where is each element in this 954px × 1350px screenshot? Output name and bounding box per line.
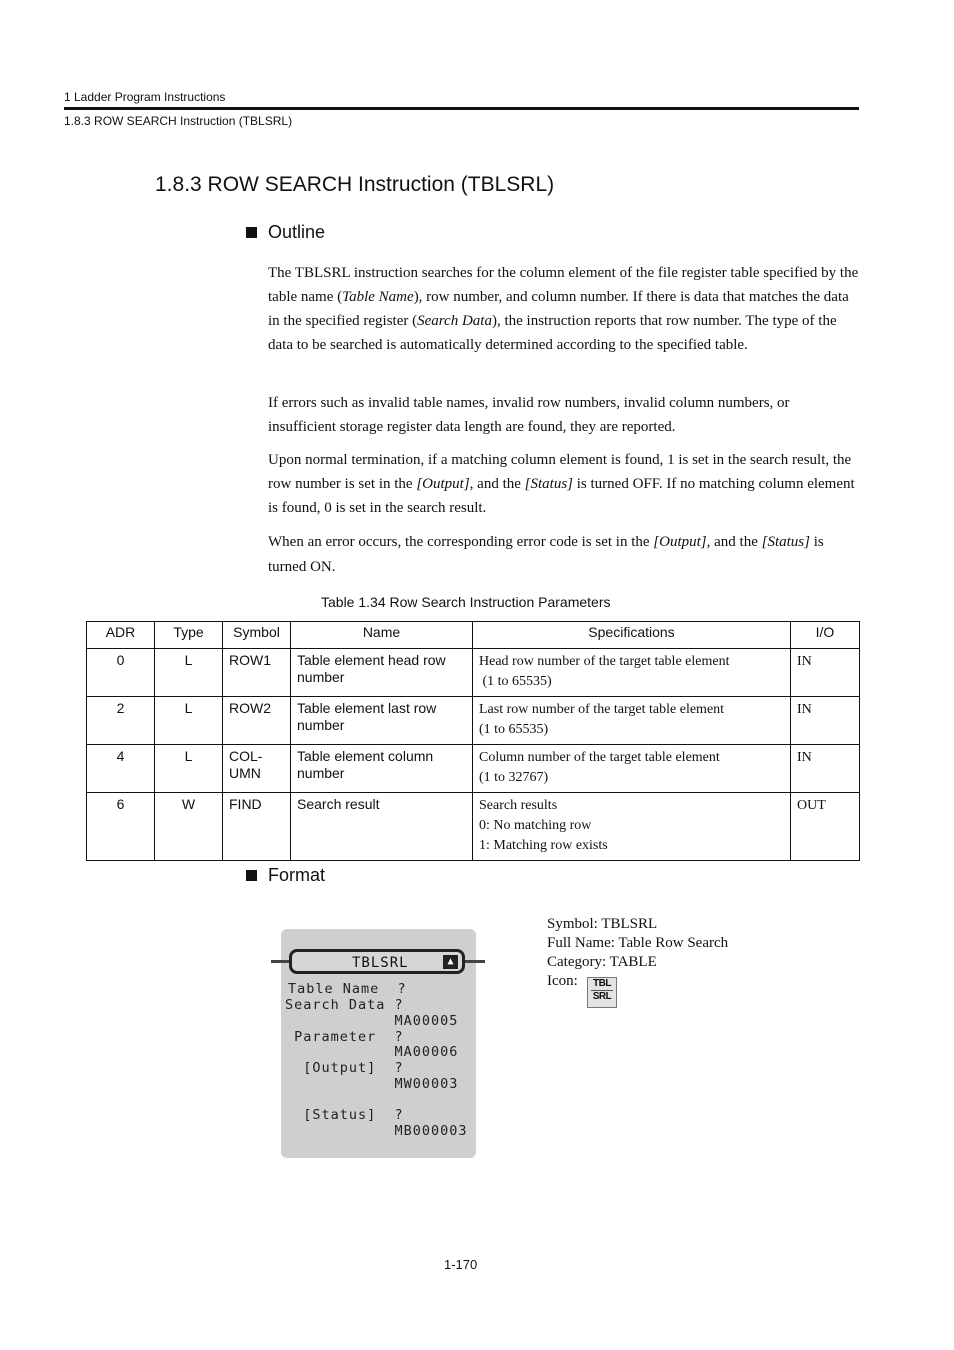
block-line-parameter: Parameter ? (285, 1029, 404, 1045)
block-line-search-data-register: MA00005 (285, 1013, 459, 1029)
cell-type: L (155, 697, 223, 745)
cell-adr: 4 (87, 745, 155, 793)
outline-paragraph-1: The TBLSRL instruction searches for the column element of the file register table specified by the table name (Table Name), row number, and column number. If there is data that matches the data in the specified register (Search Data), the instruction reports that row number. The type of the data to be searched is automatically determined according to the specified table. (268, 265, 859, 353)
cell-name: Table element last row number (291, 697, 473, 745)
cell-type: L (155, 745, 223, 793)
format-icon-label: Icon: (547, 973, 578, 989)
format-full-name: Full Name: Table Row Search (547, 935, 729, 951)
outline-heading-text: Outline (268, 222, 326, 242)
parameters-table (86, 621, 860, 861)
section-title: 1.8.3 ROW SEARCH Instruction (TBLSRL) (155, 173, 555, 196)
cell-symbol: COL- UMN (223, 745, 291, 793)
col-header-adr: ADR (87, 622, 155, 649)
cell-io: IN (791, 649, 860, 697)
format-symbol: Symbol: TBLSRL (547, 916, 658, 932)
cell-spec: Column number of the target table element (1 to 32767) (473, 745, 791, 793)
cell-name: Table element head row number (291, 649, 473, 697)
col-header-name: Name (291, 622, 473, 649)
outline-paragraph-3: Upon normal termination, if a matching column element is found, 1 is set in the search result, the row number is set in the [Output], and the [Status] is turned OFF. If no matching column element is found, 0 is set in the search result. (268, 452, 855, 516)
table-row (87, 649, 860, 697)
cell-symbol: ROW1 (223, 649, 291, 697)
running-header-section: 1.8.3 ROW SEARCH Instruction (TBLSRL) (64, 114, 293, 128)
table-header-row (87, 622, 860, 649)
tblsrl-icon-top: TBL (593, 978, 611, 989)
col-header-io: I/O (791, 622, 860, 649)
format-heading-text: Format (268, 865, 326, 885)
cell-symbol: ROW2 (223, 697, 291, 745)
format-category: Category: TABLE (547, 954, 657, 970)
instruction-block-title-bar (289, 949, 465, 974)
table-search-icon: ▲ (443, 955, 458, 969)
outline-heading (246, 222, 325, 243)
tblsrl-icon-bottom: SRL (592, 991, 612, 1002)
outline-paragraph-2: If errors such as invalid table names, invalid row numbers, invalid column numbers, or insufficient storage register data length are found, they are reported. (268, 395, 790, 435)
format-heading (246, 865, 325, 886)
cell-io: IN (791, 697, 860, 745)
page-number: 1-170 (444, 1257, 478, 1272)
cell-name: Table element column number (291, 745, 473, 793)
cell-adr: 2 (87, 697, 155, 745)
block-line-status: [Status] ? (285, 1107, 404, 1123)
output-connector-line (463, 960, 485, 963)
col-header-specifications: Specifications (473, 622, 791, 649)
block-line-parameter-register: MA00006 (285, 1044, 459, 1060)
running-header-chapter: 1 Ladder Program Instructions (64, 90, 226, 104)
block-line-output-register: MW00003 (285, 1076, 459, 1092)
outline-paragraph-4: When an error occurs, the corresponding error code is set in the [Output], and the [Status] is turned ON. (268, 534, 824, 575)
col-header-symbol: Symbol (223, 622, 291, 649)
instruction-block-title: TBLSRL (352, 955, 409, 971)
cell-adr: 6 (87, 793, 155, 861)
cell-name: Search result (291, 793, 473, 861)
cell-type: W (155, 793, 223, 861)
block-line-output: [Output] ? (285, 1060, 404, 1076)
table-caption: Table 1.34 Row Search Instruction Parameters (321, 594, 611, 610)
cell-spec: Search results 0: No matching row 1: Matching row exists (473, 793, 791, 861)
cell-adr: 0 (87, 649, 155, 697)
square-bullet-icon (246, 870, 257, 881)
cell-spec: Head row number of the target table element (1 to 65535) (473, 649, 791, 697)
tblsrl-icon (587, 977, 617, 1008)
table-row (87, 793, 860, 861)
header-rule (64, 107, 859, 110)
block-line-status-register: MB000003 (285, 1123, 468, 1139)
cell-symbol: FIND (223, 793, 291, 861)
col-header-type: Type (155, 622, 223, 649)
cell-type: L (155, 649, 223, 697)
square-bullet-icon (246, 227, 257, 238)
table-row (87, 745, 860, 793)
table-row (87, 697, 860, 745)
block-line-table-name: Table Name ? (288, 981, 407, 997)
cell-io: OUT (791, 793, 860, 861)
cell-io: IN (791, 745, 860, 793)
cell-spec: Last row number of the target table element (1 to 65535) (473, 697, 791, 745)
block-line-search-data: Search Data ? (285, 997, 404, 1013)
